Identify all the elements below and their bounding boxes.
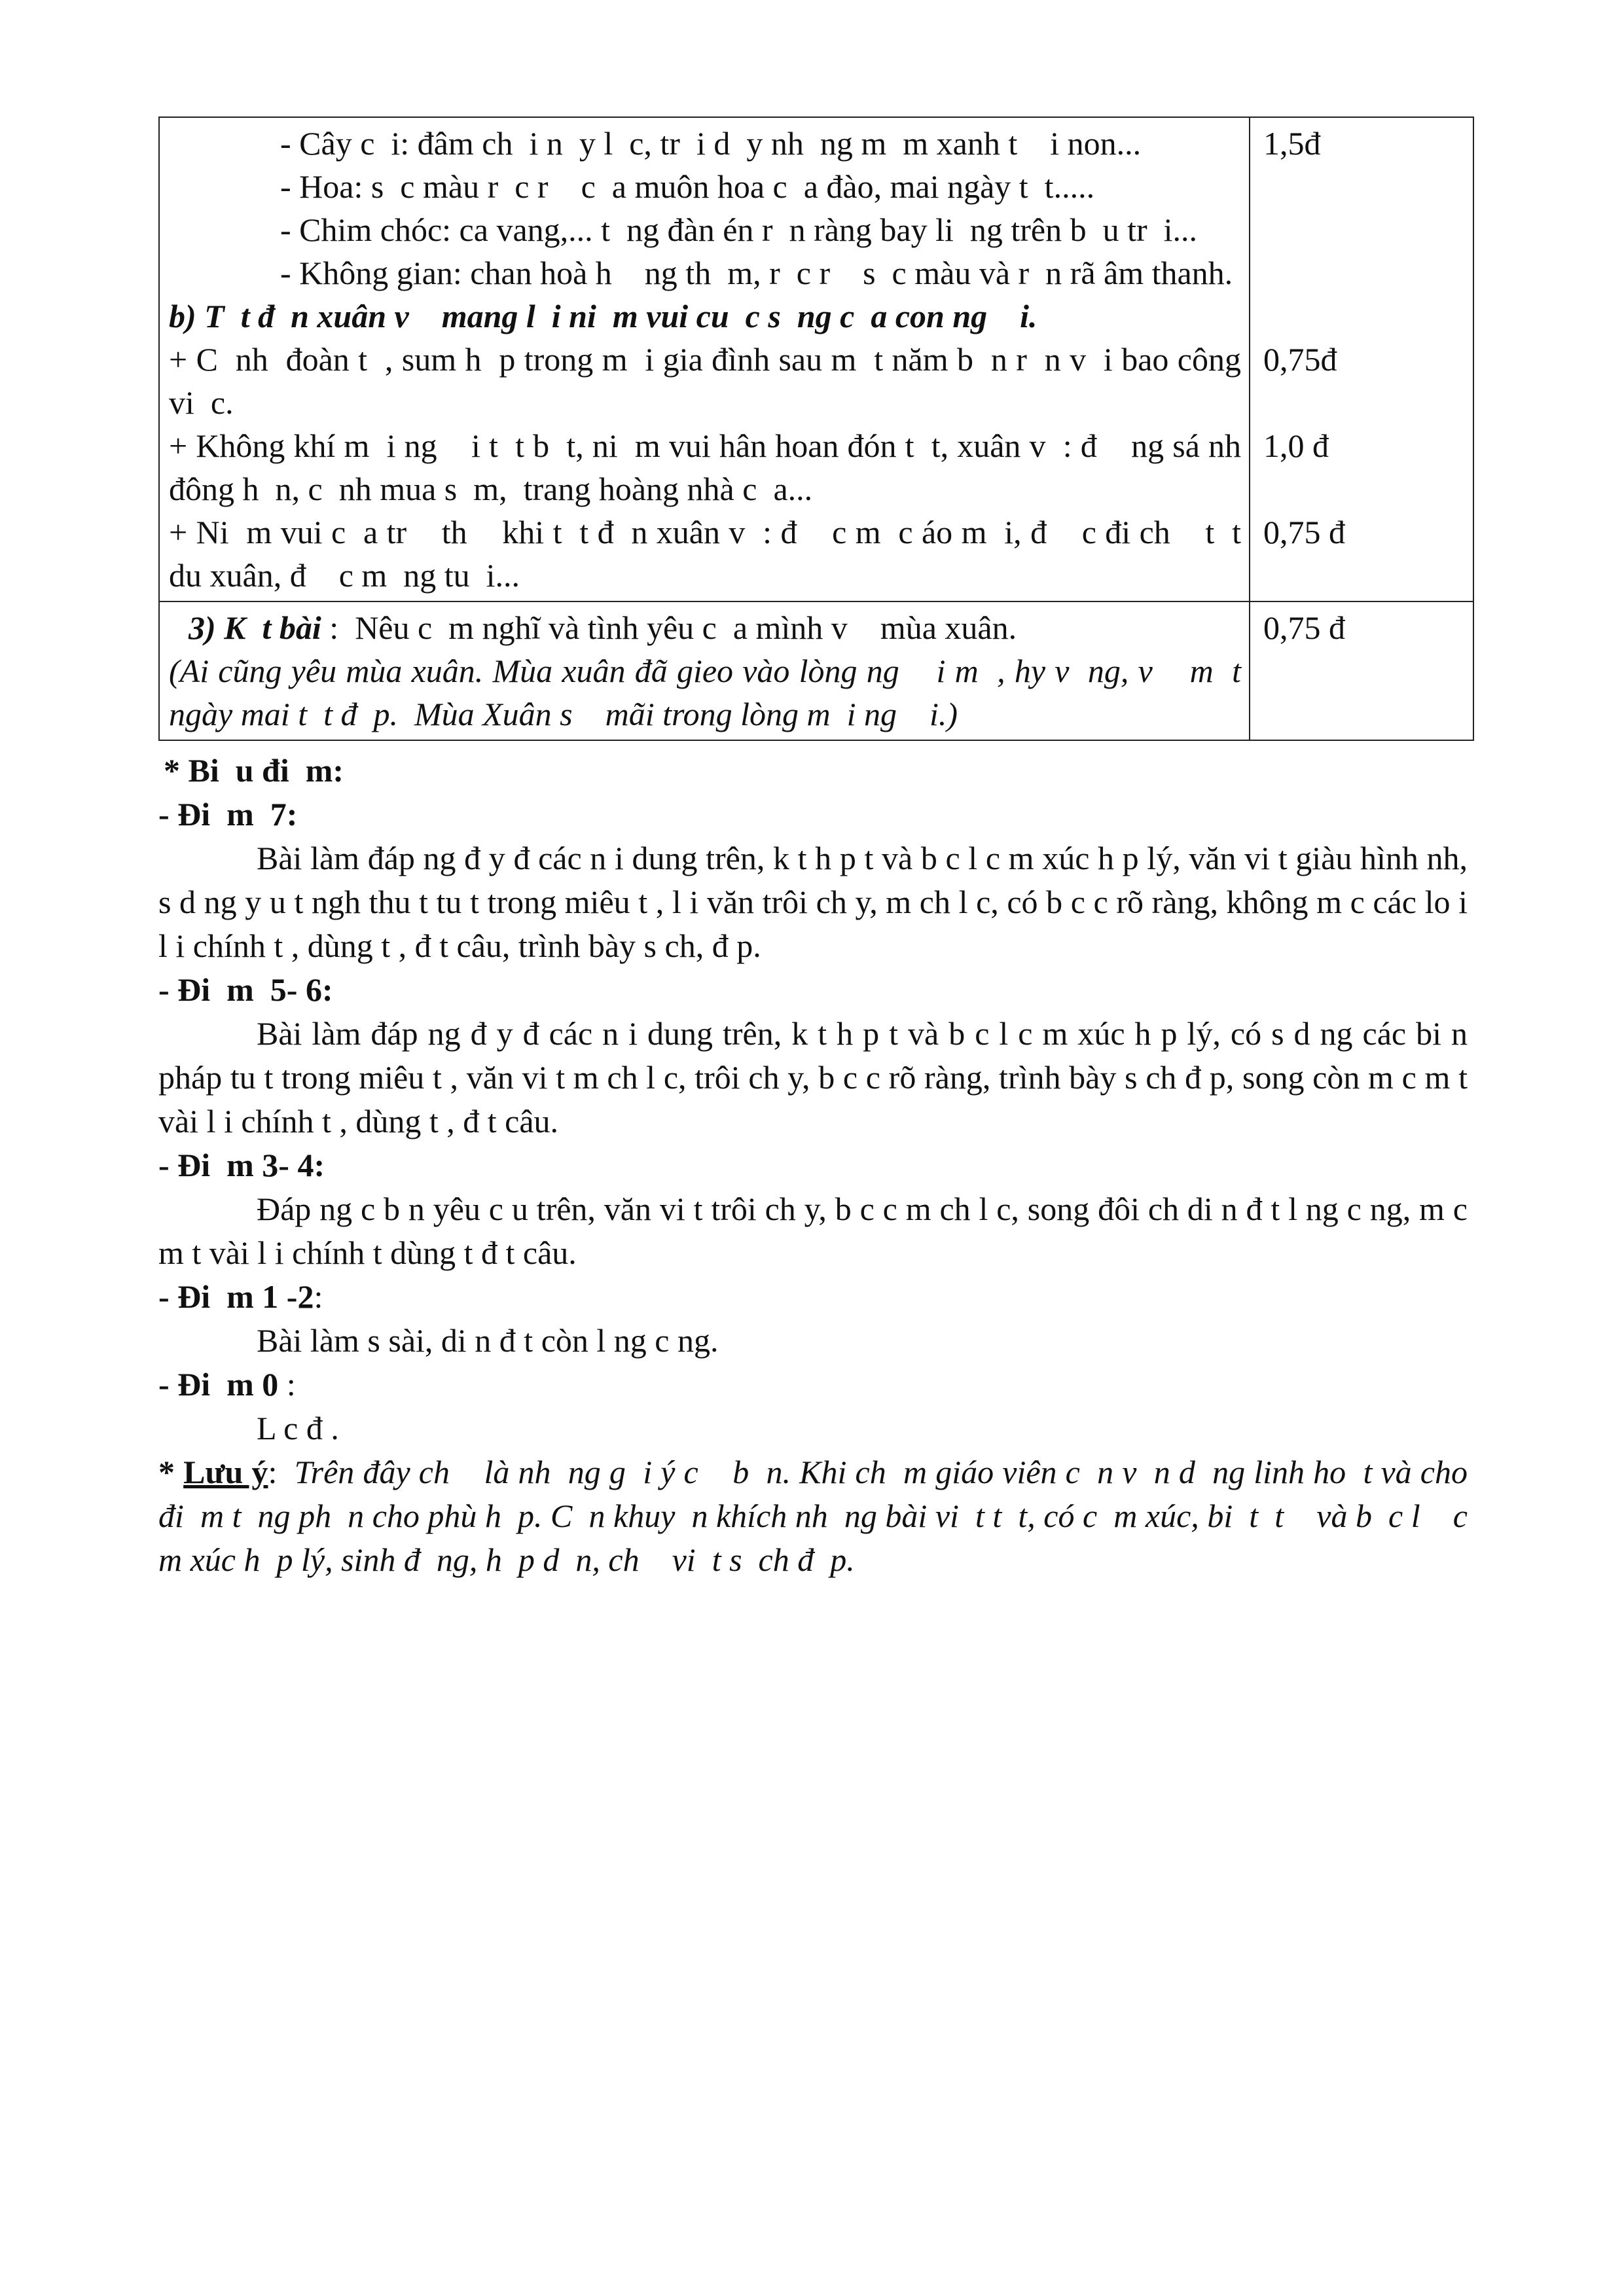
level-description: Bài làm đáp ng đ y đ các n i dung trên, k t h p t và b c l c m xúc h p lý, có s d ng các bi n pháp tu t trong miêu t , văn vi t m ch l c, trôi ch y, b c c rõ ràng, trình bày s ch đ p, song còn m c m t vài l i chính t , dùng t , đ t câu. [158,1015,1468,1139]
page [158,117,1484,1582]
score-value: 1,5đ [1263,125,1321,162]
content-cell [159,117,1266,601]
note-label: Lưu ý [183,1454,268,1490]
level-heading: - Đi m 5- 6: [158,971,333,1008]
section-heading-b: b) T t đ n xuân v mang l i ni m vui cu c s ng c a con ng i. [169,298,1038,334]
note-paragraph [158,1450,1484,1582]
level-description: L c đ . [257,1410,339,1446]
content-cell [159,601,1250,740]
note-star: * [158,1454,184,1490]
note-text: Trên đây ch là nh ng g i ý c b n. Khi ch m giáo viên c n v n d ng linh ho t và cho đi m t ng ph n cho phù h p. C n khuy n khích nh ng bài vi t t t, có c m xúc, bi t t và b c l c m xúc h p lý, sinh đ ng, h p d n, ch vi t s ch đ p. [158,1454,1484,1578]
conclusion-text: : Nêu c m nghĩ và tình yêu c a mình v mùa xuân. [321,609,1017,646]
level-heading: - Đi m 3- 4: [158,1147,325,1183]
level-description: Đáp ng c b n yêu c u trên, văn vi t trôi ch y, b c c m ch l c, song đôi ch di n đ t l ng c ng, m c m t vài l i chính t dùng t đ t câu. [158,1191,1468,1271]
rubric-title: * Bi u đi m: [164,752,344,789]
level-description: Bài làm s sài, di n đ t còn l ng c ng. [257,1322,719,1359]
rubric-section [158,749,1484,1582]
score-value: 0,75 đ [1263,514,1345,550]
list-item: + Không khí m i ng i t t b t, ni m vui hân hoan đón t t, xuân v : đ ng sá nh đông h n, c nh mua s m, trang hoàng nhà c a... [169,427,1266,507]
score-value: 0,75 đ [1263,609,1345,646]
score-value: 1,0 đ [1263,427,1329,464]
table-row [159,117,1473,601]
level-heading: - Đi m 7: [158,796,298,833]
conclusion-line [169,606,1241,649]
list-item: - Không gian: chan hoà h ng th m, r c r s c màu và r n rã âm thanh. [280,255,1233,291]
level-heading: - Đi m 1 -2: [158,1278,323,1315]
list-item: + Ni m vui c a tr th khi t t đ n xuân v : đ c m c áo m i, đ c đi ch t t du xuân, đ c m ng tu i... [169,514,1250,594]
table-row [159,601,1473,740]
score-cell [1250,117,1473,601]
score-cell [1250,601,1473,740]
scoring-table [158,117,1474,741]
conclusion-note: (Ai cũng yêu mùa xuân. Mùa xuân đã gieo vào lòng ng i m , hy v ng, v m t ngày mai t t đ p. Mùa Xuân s mãi trong lòng m i ng i.) [169,653,1250,732]
score-value: 0,75đ [1263,341,1337,378]
note-colon: : [268,1454,295,1490]
level-description: Bài làm đáp ng đ y đ các n i dung trên, k t h p t và b c l c m xúc h p lý, văn vi t giàu hình nh, s d ng y u t ngh thu t tu t trong miêu t , l i văn trôi ch y, m ch l c, có b c c rõ ràng, không m c các lo i l i chính t , dùng t , đ t câu, trình bày s ch, đ p. [158,840,1468,964]
list-item: - Hoa: s c màu r c r c a muôn hoa c a đào, mai ngày t t..... [280,168,1095,205]
list-item: - Cây c i: đâm ch i n y l c, tr i d y nh ng m m xanh t i non... [280,125,1142,162]
list-item: - Chim chóc: ca vang,... t ng đàn én r n ràng bay li ng trên b u tr i... [280,211,1198,248]
section-heading-conclusion: 3) K t bài [189,609,321,646]
level-heading: - Đi m 0 : [158,1366,296,1403]
list-item: + C nh đoàn t , sum h p trong m i gia đình sau m t năm b n r n v i bao công vi c. [169,341,1250,421]
